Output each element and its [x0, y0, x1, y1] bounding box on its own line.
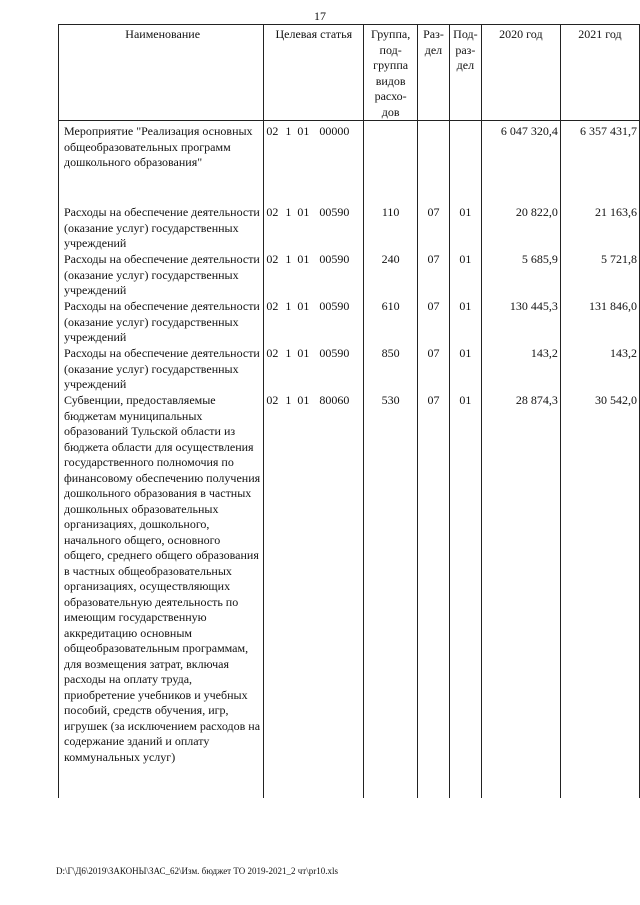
row-value-2020: 143,2	[481, 346, 560, 393]
code-part: 80060	[319, 393, 350, 407]
row-name: Субвенции, предоставляемые бюджетам муниципальных образований Тульской области из бюджета области для осуществления государственного полномочия по финансовому обеспечению получения дошкольного образования в частных дошкольных образовательных организациях, дошкольного, начального общего, основного общего, среднего общего образования в частных общеобразовательных организациях, осуществляющих образовательную деятельность по имеющим государственную аккредитацию основным общеобразовательным программам, для возмещения затрат, включая расходы на оплату труда, приобретение учебников и учебных пособий, средств обучения, игр, игрушек (за исключением расходов на содержание зданий и оплату коммунальных услуг)	[59, 393, 264, 798]
row-value-2020: 6 047 320,4	[481, 121, 560, 206]
code-part: 01	[297, 299, 310, 313]
row-podrazdel	[449, 121, 481, 206]
table-row	[59, 252, 640, 299]
code-part: 1	[285, 346, 292, 360]
code-part: 1	[285, 299, 292, 313]
code-part: 01	[297, 393, 310, 407]
code-part: 01	[297, 205, 310, 219]
row-value-2021: 30 542,0	[560, 393, 639, 798]
row-value-2020: 28 874,3	[481, 393, 560, 798]
row-razdel: 07	[418, 299, 450, 346]
code-part: 00590	[319, 346, 350, 360]
row-group: 610	[364, 299, 418, 346]
row-razdel: 07	[418, 346, 450, 393]
header-group: Группа, под- группа видов расхо- дов	[364, 25, 418, 121]
row-group: 110	[364, 205, 418, 252]
code-part: 00590	[319, 299, 350, 313]
code-part: 1	[285, 252, 292, 266]
header-razdel: Раз- дел	[418, 25, 450, 121]
table-row	[59, 205, 640, 252]
row-razdel: 07	[418, 205, 450, 252]
row-razdel: 07	[418, 393, 450, 798]
row-group	[364, 121, 418, 206]
code-part: 1	[285, 124, 292, 138]
row-code	[264, 299, 364, 346]
code-part: 02	[266, 124, 279, 138]
table-row	[59, 121, 640, 206]
table-row	[59, 299, 640, 346]
code-part: 02	[266, 252, 279, 266]
code-part: 1	[285, 393, 292, 407]
page-number: 17	[314, 9, 326, 23]
code-part: 02	[266, 299, 279, 313]
row-group: 850	[364, 346, 418, 393]
row-value-2020: 20 822,0	[481, 205, 560, 252]
table-row	[59, 393, 640, 798]
row-code	[264, 121, 364, 206]
row-value-2021: 6 357 431,7	[560, 121, 639, 206]
footer-file-path: D:\Г\Д6\2019\ЗАКОНЫ\ЗАС_62\Изм. бюджет ТО 2019-2021_2 чт\pr10.xls	[56, 866, 338, 876]
row-code	[264, 205, 364, 252]
row-code	[264, 346, 364, 393]
row-name: Расходы на обеспечение деятельности (оказание услуг) государственных учреждений	[59, 346, 264, 393]
row-group: 240	[364, 252, 418, 299]
row-podrazdel: 01	[449, 393, 481, 798]
row-value-2021: 21 163,6	[560, 205, 639, 252]
code-part: 02	[266, 393, 279, 407]
row-value-2021: 131 846,0	[560, 299, 639, 346]
header-year-2020: 2020 год	[481, 25, 560, 121]
row-value-2020: 130 445,3	[481, 299, 560, 346]
code-part: 1	[285, 205, 292, 219]
row-name: Расходы на обеспечение деятельности (оказание услуг) государственных учреждений	[59, 252, 264, 299]
row-group: 530	[364, 393, 418, 798]
row-podrazdel: 01	[449, 205, 481, 252]
row-code	[264, 252, 364, 299]
row-value-2021: 143,2	[560, 346, 639, 393]
header-year-2021: 2021 год	[560, 25, 639, 121]
table-header-row	[59, 25, 640, 121]
row-razdel	[418, 121, 450, 206]
code-part: 01	[297, 124, 310, 138]
row-podrazdel: 01	[449, 299, 481, 346]
row-razdel: 07	[418, 252, 450, 299]
budget-table	[58, 24, 640, 798]
budget-sheet	[58, 24, 640, 798]
row-value-2020: 5 685,9	[481, 252, 560, 299]
header-podrazdel: Под- раз- дел	[449, 25, 481, 121]
code-part: 01	[297, 252, 310, 266]
row-value-2021: 5 721,8	[560, 252, 639, 299]
header-target: Целевая статья	[264, 25, 364, 121]
table-row	[59, 346, 640, 393]
row-code	[264, 393, 364, 798]
code-part: 00590	[319, 205, 350, 219]
code-part: 02	[266, 205, 279, 219]
code-part: 00590	[319, 252, 350, 266]
header-name: Наименование	[59, 25, 264, 121]
row-podrazdel: 01	[449, 346, 481, 393]
row-name: Расходы на обеспечение деятельности (оказание услуг) государственных учреждений	[59, 205, 264, 252]
code-part: 01	[297, 346, 310, 360]
code-part: 02	[266, 346, 279, 360]
row-name: Мероприятие "Реализация основных общеобразовательных программ дошкольного образования"	[59, 121, 264, 206]
row-podrazdel: 01	[449, 252, 481, 299]
row-name: Расходы на обеспечение деятельности (оказание услуг) государственных учреждений	[59, 299, 264, 346]
code-part: 00000	[319, 124, 350, 138]
